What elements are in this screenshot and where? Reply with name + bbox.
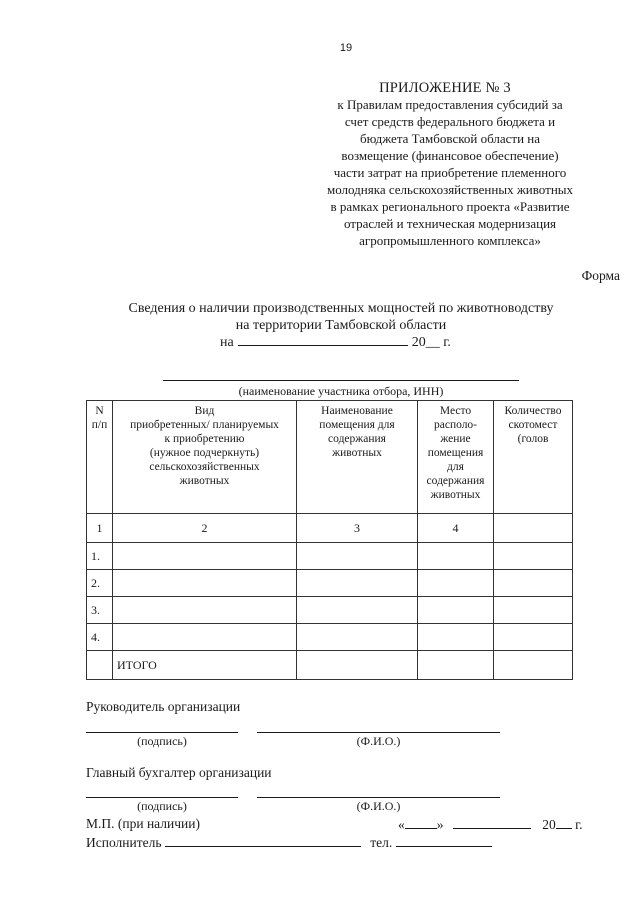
date-blank-field[interactable] bbox=[238, 332, 408, 346]
table-cell[interactable] bbox=[418, 543, 494, 570]
total-label: ИТОГО bbox=[113, 651, 297, 680]
column-number: 1 bbox=[87, 514, 113, 543]
date-day-field[interactable] bbox=[405, 816, 437, 829]
table-cell[interactable] bbox=[418, 624, 494, 651]
date-year-suffix: г. bbox=[575, 817, 583, 832]
table-cell[interactable] bbox=[494, 624, 573, 651]
table-cell[interactable] bbox=[418, 651, 494, 680]
signing-date bbox=[398, 816, 583, 833]
column-number: 2 bbox=[113, 514, 297, 543]
row-number: 3. bbox=[87, 597, 113, 624]
participant-blank-field[interactable] bbox=[163, 380, 519, 381]
accountant-name-field[interactable] bbox=[257, 797, 500, 798]
column-number: 3 bbox=[297, 514, 418, 543]
table-cell[interactable] bbox=[494, 651, 573, 680]
header-cell: Наименование помещения для содержания животных bbox=[297, 401, 418, 514]
head-name-field[interactable] bbox=[257, 732, 500, 733]
stamp-note: М.П. (при наличии) bbox=[86, 816, 200, 831]
table-cell[interactable] bbox=[113, 624, 297, 651]
appendix-line: бюджета Тамбовской области на bbox=[359, 131, 541, 146]
date-month-field[interactable] bbox=[453, 816, 531, 829]
table-cell[interactable] bbox=[297, 570, 418, 597]
appendix-line: к Правилам предоставления субсидий за bbox=[337, 97, 563, 112]
date-prefix: на bbox=[220, 335, 234, 350]
accountant-caption-sign: (подпись) bbox=[137, 799, 187, 813]
table-cell bbox=[87, 651, 113, 680]
date-year-field[interactable] bbox=[556, 816, 572, 829]
row-number: 2. bbox=[87, 570, 113, 597]
column-number: 4 bbox=[418, 514, 494, 543]
executor-label: Исполнитель bbox=[86, 835, 162, 850]
column-number bbox=[494, 514, 573, 543]
appendix-line: части затрат на приобретение племенного bbox=[333, 165, 567, 180]
table-cell[interactable] bbox=[494, 597, 573, 624]
table-cell[interactable] bbox=[297, 651, 418, 680]
column-number-row bbox=[87, 514, 573, 543]
appendix-line: агропромышленного комплекса» bbox=[359, 233, 541, 248]
table-row bbox=[87, 570, 573, 597]
heading-line-2: на территории Тамбовской области bbox=[235, 318, 447, 333]
date-year: 20 bbox=[542, 817, 556, 832]
table-cell[interactable] bbox=[418, 570, 494, 597]
header-cell: Вид приобретенных/ планируемых к приобретению (нужное подчеркнуть) сельскохозяйственных животных bbox=[113, 401, 297, 514]
table-row bbox=[87, 543, 573, 570]
executor-field[interactable] bbox=[165, 834, 361, 847]
table-cell[interactable] bbox=[113, 543, 297, 570]
header-cell: Количество скотомест (голов bbox=[494, 401, 573, 514]
table-cell[interactable] bbox=[494, 570, 573, 597]
appendix-line: возмещение (финансовое обеспечение) bbox=[341, 148, 559, 163]
head-signature-field[interactable] bbox=[86, 732, 238, 733]
date-close-quote: » bbox=[436, 817, 444, 832]
phone-label: тел. bbox=[370, 835, 393, 850]
capacity-table bbox=[86, 400, 573, 680]
appendix-description bbox=[300, 96, 600, 249]
table-cell[interactable] bbox=[494, 543, 573, 570]
total-row bbox=[87, 651, 573, 680]
accountant-caption-name: (Ф.И.О.) bbox=[356, 799, 401, 813]
head-title: Руководитель организации bbox=[86, 699, 241, 714]
row-number: 1. bbox=[87, 543, 113, 570]
table-cell[interactable] bbox=[297, 597, 418, 624]
executor-row bbox=[86, 834, 492, 851]
table-row bbox=[87, 597, 573, 624]
appendix-line: счет средств федерального бюджета и bbox=[344, 114, 556, 129]
page-number: 19 bbox=[339, 42, 353, 54]
date-open-quote: « bbox=[398, 817, 405, 832]
table-row bbox=[87, 624, 573, 651]
table-header-row bbox=[87, 401, 573, 514]
table-cell[interactable] bbox=[113, 597, 297, 624]
appendix-line: отраслей и техническая модернизация bbox=[343, 216, 557, 231]
table-cell[interactable] bbox=[418, 597, 494, 624]
appendix-title: ПРИЛОЖЕНИЕ № 3 bbox=[379, 80, 511, 96]
heading-date bbox=[220, 332, 451, 351]
header-cell: Место располо- жение помещения для содержания животных bbox=[418, 401, 494, 514]
table-cell[interactable] bbox=[297, 624, 418, 651]
head-caption-sign: (подпись) bbox=[137, 734, 187, 748]
head-caption-name: (Ф.И.О.) bbox=[356, 734, 401, 748]
accountant-signature-field[interactable] bbox=[86, 797, 238, 798]
phone-field[interactable] bbox=[396, 834, 492, 847]
form-label: Форма bbox=[581, 268, 620, 283]
participant-caption: (наименование участника отбора, ИНН) bbox=[238, 384, 444, 398]
table-cell[interactable] bbox=[113, 570, 297, 597]
appendix-line: в рамках регионального проекта «Развитие bbox=[330, 199, 570, 214]
row-number: 4. bbox=[87, 624, 113, 651]
document-heading bbox=[0, 300, 640, 334]
heading-line-1: Сведения о наличии производственных мощностей по животноводству bbox=[128, 301, 554, 316]
date-suffix: 20__ г. bbox=[411, 335, 451, 350]
table-cell[interactable] bbox=[297, 543, 418, 570]
appendix-line: молодняка сельскохозяйственных животных bbox=[326, 182, 574, 197]
header-cell: N п/п bbox=[87, 401, 113, 514]
accountant-title: Главный бухгалтер организации bbox=[86, 765, 272, 780]
